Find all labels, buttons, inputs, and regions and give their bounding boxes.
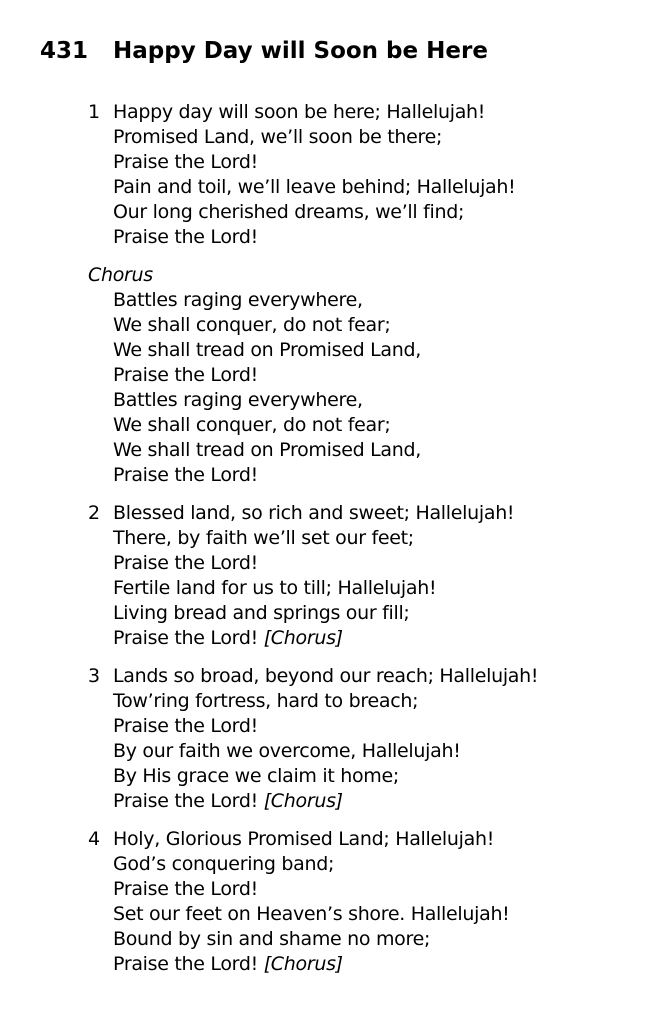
hymn-number: 431 [40, 38, 89, 64]
lyric-line: Pain and toil, we’ll leave behind; Hallelujah! [113, 176, 516, 198]
stanza-number: 2 [88, 502, 100, 524]
lyric-line: Bound by sin and shame no more; [113, 928, 431, 950]
lyric-line: Living bread and springs our fill; [113, 602, 410, 624]
stanza-number: 3 [88, 665, 100, 687]
lyric-line: Praise the Lord! [113, 151, 258, 173]
lyric-line: Praise the Lord! [113, 878, 258, 900]
lyrics [88, 100, 538, 990]
lyric-line: Our long cherished dreams, we’ll find; [113, 201, 465, 223]
lyric-text: Praise the Lord! [113, 953, 258, 975]
chorus-reference: [Chorus] [263, 627, 343, 649]
lyric-line: God’s conquering band; [113, 853, 335, 875]
chorus-line: Praise the Lord! [113, 464, 258, 486]
lyric-line: Praise the Lord! [113, 552, 258, 574]
lyric-text: Praise the Lord! [113, 226, 258, 248]
stanza-2 [88, 501, 538, 651]
chorus-reference: [Chorus] [263, 790, 343, 812]
lyric-line: Promised Land, we’ll soon be there; [113, 126, 443, 148]
chorus-line: We shall conquer, do not fear; [113, 414, 391, 436]
lyric-line: By our faith we overcome, Hallelujah! [113, 740, 461, 762]
lyric-line [113, 952, 538, 977]
chorus-line: Battles raging everywhere, [113, 389, 363, 411]
chorus-line: We shall tread on Promised Land, [113, 439, 421, 461]
lyric-line [113, 225, 538, 250]
lyric-line: By His grace we claim it home; [113, 765, 400, 787]
stanza-3 [88, 664, 538, 814]
lyric-line: Praise the Lord! [113, 715, 258, 737]
lyric-line: Holy, Glorious Promised Land; Hallelujah! [113, 828, 495, 850]
stanza-number: 1 [88, 101, 100, 123]
lyric-line: Set our feet on Heaven’s shore. Hallelujah! [113, 903, 510, 925]
lyric-line [113, 789, 538, 814]
hymn-title: Happy Day will Soon be Here [113, 38, 488, 64]
lyric-text: Praise the Lord! [113, 790, 258, 812]
chorus-label: Chorus [88, 264, 153, 286]
lyric-line: Tow’ring fortress, hard to breach; [113, 690, 419, 712]
chorus [88, 263, 538, 488]
stanza-4 [88, 827, 538, 977]
stanza-number: 4 [88, 828, 100, 850]
lyric-line: Happy day will soon be here; Hallelujah! [113, 101, 486, 123]
chorus-line: We shall conquer, do not fear; [113, 314, 391, 336]
stanza-1 [88, 100, 538, 250]
chorus-line: Praise the Lord! [113, 364, 258, 386]
chorus-line: We shall tread on Promised Land, [113, 339, 421, 361]
lyric-text: Praise the Lord! [113, 627, 258, 649]
lyric-line [113, 626, 538, 651]
lyric-line: There, by faith we’ll set our feet; [113, 527, 414, 549]
lyric-line: Lands so broad, beyond our reach; Hallelujah! [113, 665, 539, 687]
chorus-line: Battles raging everywhere, [113, 289, 363, 311]
chorus-reference: [Chorus] [263, 953, 343, 975]
lyric-line: Blessed land, so rich and sweet; Hallelujah! [113, 502, 515, 524]
lyric-line: Fertile land for us to till; Hallelujah! [113, 577, 437, 599]
hymn-header [40, 36, 488, 66]
